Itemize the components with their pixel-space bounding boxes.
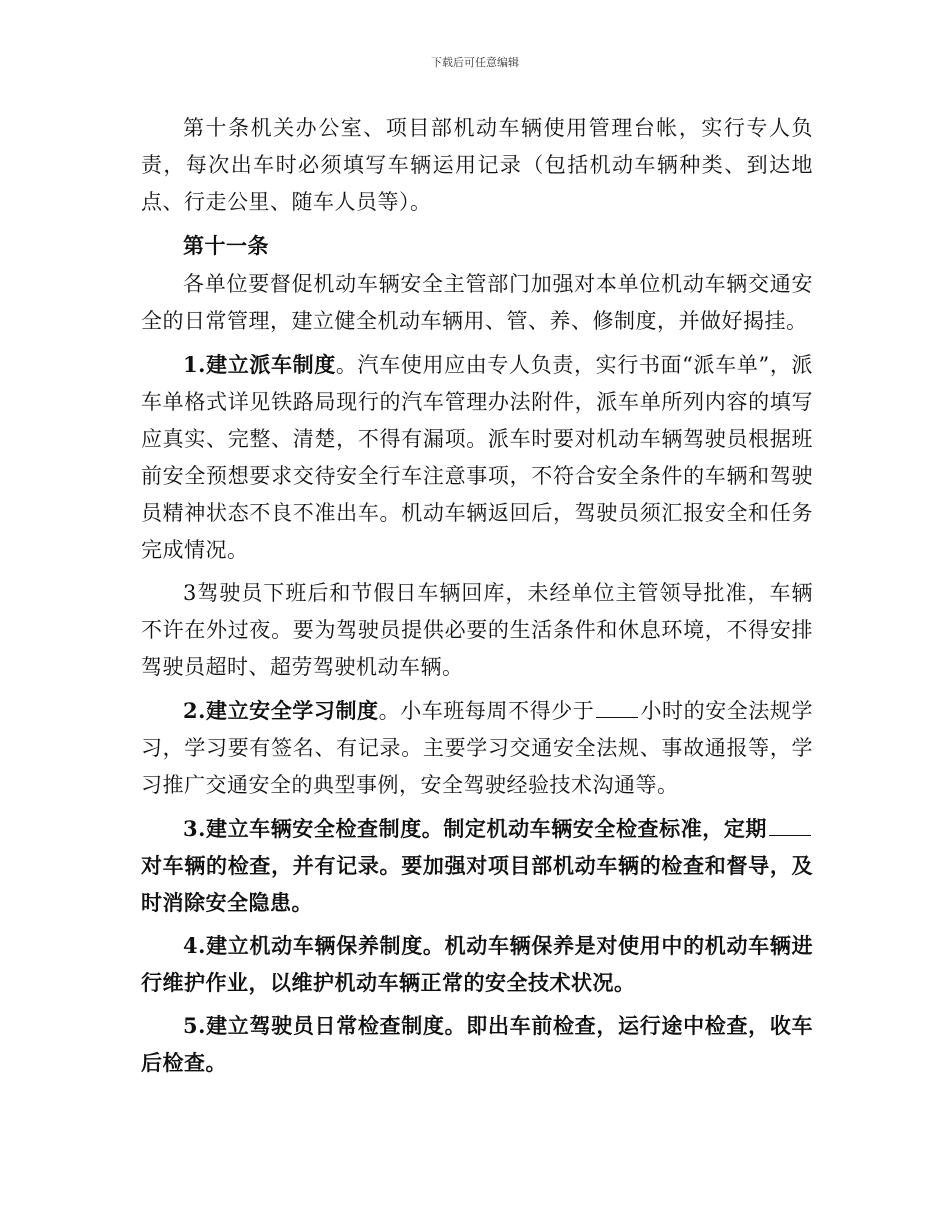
item-2-lead: 2.建立安全学习制度 <box>183 698 379 723</box>
item-2-body-before: 。小车班每周不得少于 <box>378 699 595 723</box>
article-10-paragraph: 第十条机关办公室、项目部机动车辆使用管理台帐，实行专人负责，每次出车时必须填写车辆运用记录（包括机动车辆种类、到达地点、行走公里、随车人员等）。 <box>141 116 813 214</box>
item-1-lead: 1.建立派车制度 <box>183 352 336 377</box>
item-4-paragraph: 4.建立机动车辆保养制度。机动车辆保养是对使用中的机动车辆进行维护作业，以维护机动车辆正常的安全技术状况。 <box>141 933 813 995</box>
item-3-before: 3.建立车辆安全检查制度。制定机动车辆安全检查标准，定期 <box>183 816 767 841</box>
item-1-paragraph <box>141 346 813 569</box>
fill-in-blank <box>596 697 638 718</box>
item-2-body-after: 小时的安全法规学习，学习要有签名、有记录。主要学习交通安全法规、事故通报等，学习推广交通安全的典型事例，安全驾驶经验技术沟通等。 <box>141 699 814 797</box>
article-11-intro: 各单位要督促机动车辆安全主管部门加强对本单位机动车辆交通安全的日常管理，建立健全机动车辆用、管、养、修制度，并做好揭挂。 <box>141 272 813 333</box>
header-note: 下载后可任意编辑 <box>431 56 519 69</box>
document-body <box>141 110 813 1087</box>
article-11-heading: 第十一条 <box>183 233 269 258</box>
item-2-paragraph <box>141 692 813 804</box>
item-3-paragraph <box>141 810 813 921</box>
item-1-body: 。汽车使用应由专人负责，实行书面“派车单”，派车单格式详见铁路局现行的汽车管理办法附件，派车单所列内容的填写应真实、完整、清楚，不得有漏项。派车时要对机动车辆驾驶员根据班前安全预想要求交待安全行车注意事项，不符合安全条件的车辆和驾驶员精神状态不良不准出车。机动车辆返回后，驾驶员须汇报安全和任务完成情况。 <box>141 353 813 562</box>
item-3-after: 对车辆的检查，并有记录。要加强对项目部机动车辆的检查和督导，及时消除安全隐患。 <box>141 853 813 915</box>
item-3-note-paragraph: 3驾驶员下班后和节假日车辆回库，未经单位主管领导批准，车辆不许在外过夜。要为驾驶员提供必要的生活条件和休息环境，不得安排驾驶员超时、超劳驾驶机动车辆。 <box>141 581 813 679</box>
fill-in-blank <box>769 815 811 836</box>
item-5-paragraph: 5.建立驾驶员日常检查制度。即出车前检查，运行途中检查，收车后检查。 <box>141 1013 813 1075</box>
